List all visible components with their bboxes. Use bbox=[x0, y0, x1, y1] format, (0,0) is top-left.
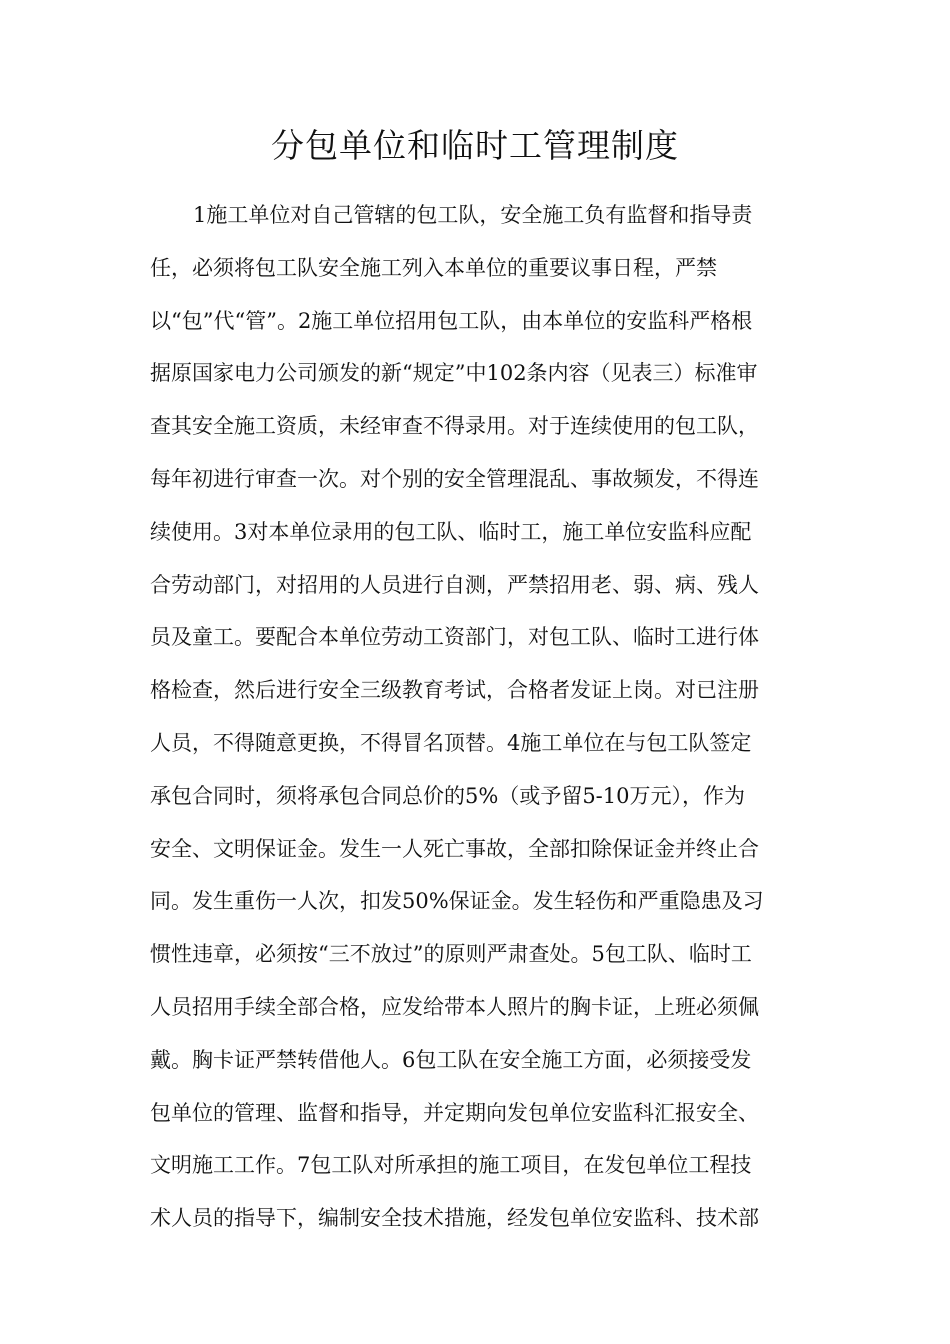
body-line: 合劳动部门，对招用的人员进行自测，严禁招用老、弱、病、残人 bbox=[150, 572, 759, 597]
body-line: 承包合同时，须将承包合同总价的5%（或予留5-10万元），作为 bbox=[150, 783, 745, 808]
body-line: 格检查，然后进行安全三级教育考试，合格者发证上岗。对已注册 bbox=[150, 678, 759, 703]
body-line: 查其安全施工资质，未经审查不得录用。对于连续使用的包工队， bbox=[150, 414, 759, 439]
body-line: 据原国家电力公司颁发的新“规定”中102条内容（见表三）标准审 bbox=[150, 361, 758, 386]
document-body bbox=[150, 198, 810, 1254]
body-line: 人员，不得随意更换，不得冒名顶替。4施工单位在与包工队签定 bbox=[150, 730, 752, 755]
body-line: 文明施工工作。7包工队对所承担的施工项目，在发包单位工程技 bbox=[150, 1153, 752, 1178]
body-line: 同。发生重伤一人次，扣发50%保证金。发生轻伤和严重隐患及习 bbox=[150, 889, 764, 914]
body-line: 每年初进行审查一次。对个别的安全管理混乱、事故频发，不得连 bbox=[150, 466, 759, 491]
body-line: 以“包”代“管”。2施工单位招用包工队，由本单位的安监科严格根 bbox=[150, 308, 753, 333]
body-line: 员及童工。要配合本单位劳动工资部门，对包工队、临时工进行体 bbox=[150, 625, 759, 650]
body-line: 包单位的管理、监督和指导，并定期向发包单位安监科汇报安全、 bbox=[150, 1100, 759, 1125]
body-line: 1施工单位对自己管辖的包工队，安全施工负有监督和指导责 bbox=[193, 203, 753, 227]
body-line: 任，必须将包工队安全施工列入本单位的重要议事日程，严禁 bbox=[150, 255, 717, 280]
body-line: 戴。胸卡证严禁转借他人。6包工队在安全施工方面，必须接受发 bbox=[150, 1047, 752, 1072]
body-line: 惯性违章，必须按“三不放过”的原则严肃查处。5包工队、临时工 bbox=[150, 942, 752, 967]
document-title: 分包单位和临时工管理制度 bbox=[271, 126, 679, 165]
body-line: 安全、文明保证金。发生一人死亡事故，全部扣除保证金并终止合 bbox=[150, 836, 759, 861]
body-line: 术人员的指导下，编制安全技术措施，经发包单位安监科、技术部 bbox=[150, 1206, 759, 1231]
body-line: 续使用。3对本单位录用的包工队、临时工，施工单位安监科应配 bbox=[150, 519, 752, 544]
body-line: 人员招用手续全部合格，应发给带本人照片的胸卡证，上班必须佩 bbox=[150, 994, 759, 1019]
